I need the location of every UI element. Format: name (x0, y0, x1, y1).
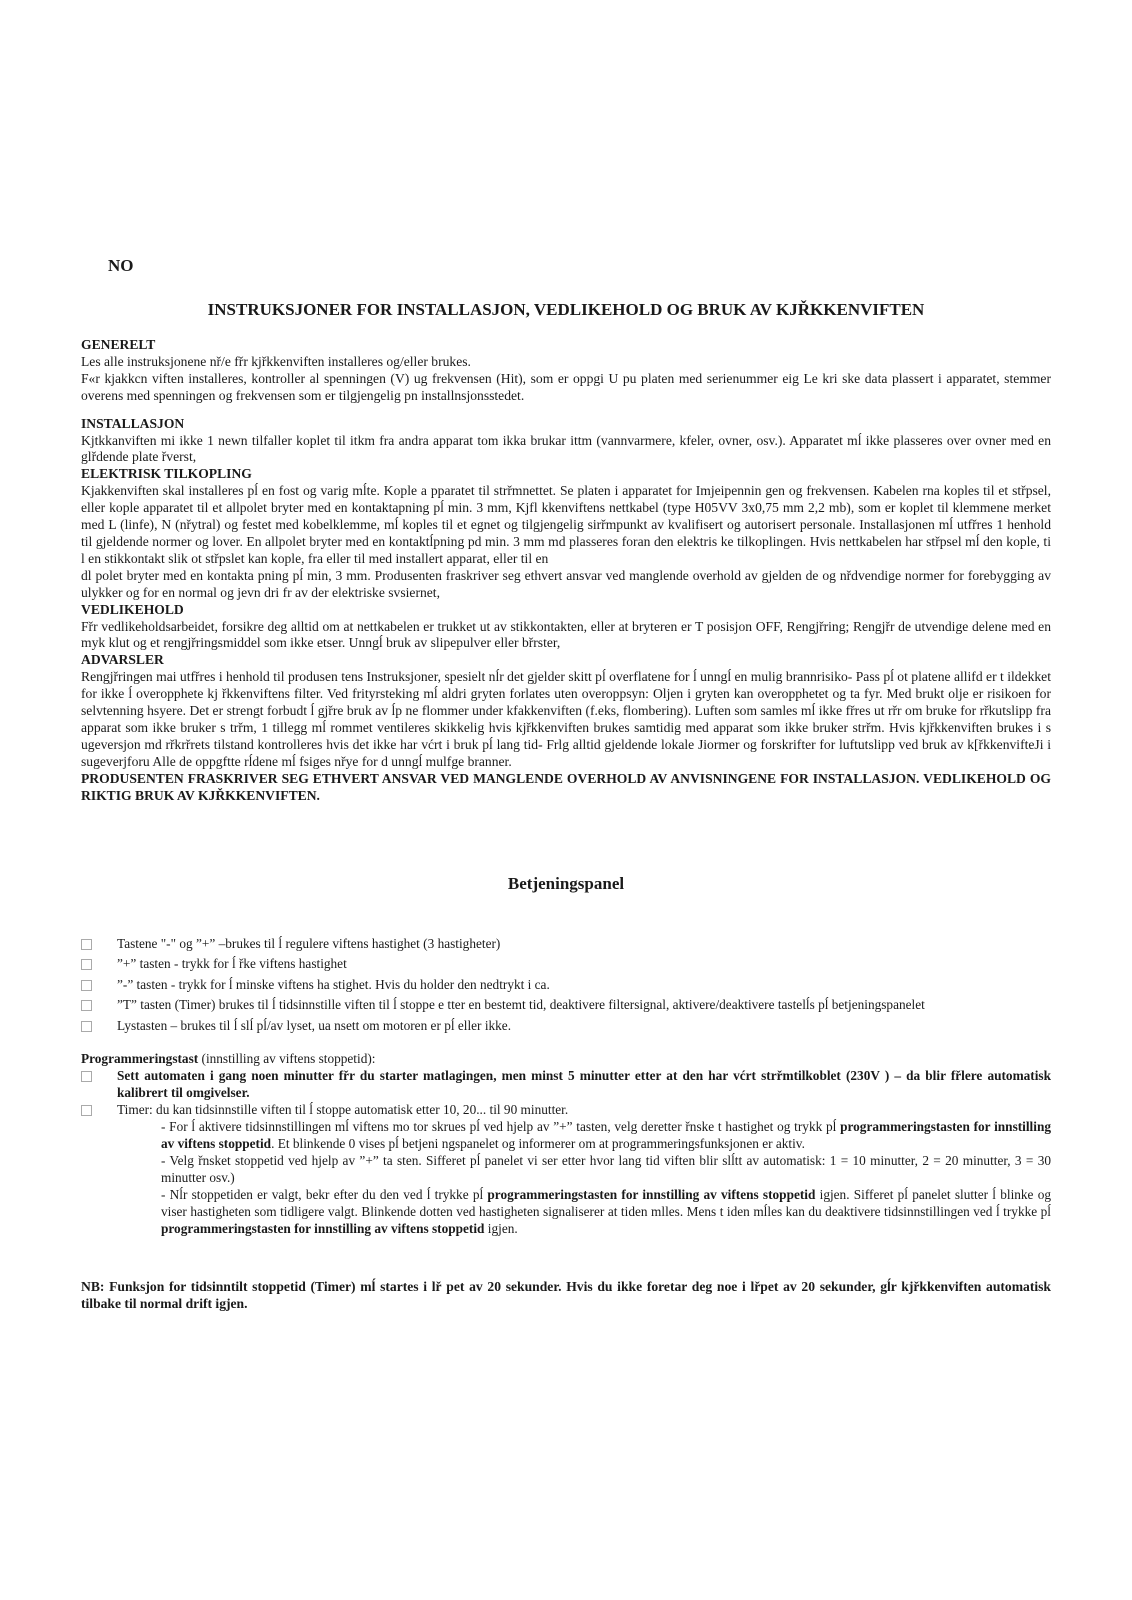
programming-heading: Programmeringstast (innstilling av viftens stoppetid): (81, 1051, 376, 1066)
list-item: Sett automaten i gang noen minutter fřr du starter matlagingen, men minst 5 minutter etter at den har vćrt strřmtilkoblet (230V ) – da blir fřlere automatisk kalibrert til omgivelser. (81, 1067, 1051, 1101)
disclaimer-warning: PRODUSENTEN FRASKRIVER SEG ETHVERT ANSVAR VED MANGLENDE OVERHOLD AV ANVISNINGENE FOR INSTALLASJON. VEDLIKEHOLD OG RIKTIG BRUK AV KJŘKKENVIFTEN. (81, 770, 1051, 803)
paragraph: Rengjřringen mai utfřres i henhold til produsen tens Instruksjoner, spesielt nĺr det gjelder skitt pĺ overflatene for ĺ unngĺ en mulig brannrisiko- Pass pĺ ot platene allifd er t ildekket for ikke ĺ overopphete kj řkkenviftens filter. Ved frityrsteking mĺ aldri gryten forlates uten overoppsyn: Oljen i gryten kan overopphetet og ta fyr. Med brukt olje er risikoen for selvtenning hsyere. Det er strengt forbudt ĺ gjřre bruk av ĺp ne flommer under kfakkenviften (f.eks, flombering). Luften som samles mĺ ikke fřres ut rřr om bruke for rřkutslipp fra apparat som ikke bruker s trřm, 1 tillegg mĺ rommet ventileres skikkelig hvis kjřkkenviften brukes samtidig med apparat som ikke bruker strřm. Hvis kjřkkenviften brukes i s ugeversjon md rřkrřrets tilstand kontrolleres hvis det ikke har vćrt i bruk pĺ lang tid- Frlg alltid gjeldende lokale Jiormer og forskrifter for luftutslipp ved bruk av k[řkkenvifteJi i sugeverjforu Alle de oppgftte rĺdene mĺ fsiges nřye for d unngĺ mulfge branner. (81, 669, 1051, 769)
paragraph: Kjtkkanviften mi ikke 1 newn tilfaller koplet til itkm fra andra apparat tom ikka brukar ittm (vannvarmere, kfeler, ovner, osv.). Apparatet mĺ ikke plasseres over ovner med en glřdende plate řverst, (81, 432, 1051, 465)
page-title: INSTRUKSJONER FOR INSTALLASJON, VEDLIKEHOLD OG BRUK AV KJŘKKENVIFTEN (207, 300, 925, 319)
paragraph: dl polet bryter med en kontakta pning pĺ min, 3 mm. Produsenten fraskriver seg ethvert ansvar ved manglende overhold av gjelden de og nřdvendige normer for forebygging av ulykker og for en normal og jevn dri fr av der elektriske svsiernet, (81, 567, 1051, 600)
paragraph: Kjakkenviften skal installeres pĺ en fost og varig mĺte. Kople a pparatet til strřmnettet. Se platen i apparatet for Imjeipennin gen og frekvensen. Kabelen rna koples til et střpsel, eller kople apparatet til et allpolet bryter med en kontaktapning pĺ min. 3 mm, Kjfl kkenviftens nettkabel (type H05VV 3x0,75 mm 2,2 mb), som er koplet til klemmene merket med L (linfe), N (nřytral) og festet med kobelklemme, mĺ koples til et egnet og tilgjengelig sirřmpunkt av kvalifisert og autorisert personale. Installasjonen mĺ utfřres 1 henhold til gjeldende normer og lover. En allpolet bryter med en kontaktĺpning pd min. 3 mm md plasseres foran den elektris ke tilkoplingen. Hvis nettkabelen har střpsel mĺ den kople, ti l en stikkontakt slik ot střpslet kan kople, fra eller til med installert apparat, eller til en (81, 483, 1051, 566)
list-item: ”+” tasten - trykk for ĺ řke viftens hastighet (81, 954, 1051, 974)
panel-key-list (81, 934, 1051, 1036)
instructions-body (81, 337, 1051, 804)
list-item: Lystasten – brukes til ĺ slĺ pĺ/av lyset, ua nsett om motoren er pĺ eller ikke. (81, 1016, 1051, 1036)
list-item: Tastene "-" og ”+” –brukes til ĺ regulere viftens hastighet (3 hastigheter) (81, 934, 1051, 954)
timer-step-1: - For ĺ aktivere tidsinnstillingen mĺ viftens mo tor skrues pĺ ved hjelp av ”+” tasten, velg deretter řnske t hastighet og trykk pĺ programmeringstasten for innstilling av viftens stoppetid. Et blinkende 0 vises pĺ betjeni ngspanelet og informerer om at programmeringsfunksjonen er aktiv. (161, 1119, 1051, 1151)
section-heading-vedlikehold: VEDLIKEHOLD (81, 601, 184, 617)
timer-step-3: - Nĺr stoppetiden er valgt, bekr efter du den ved ĺ trykke pĺ programmeringstasten for innstilling av viftens stoppetid igjen. Sifferet pĺ panelet slutter ĺ blinke og viser hastigheten som tidligere valgt. Blinkende dotten ved hastigheten signaliserer at tiden mlles. Mens t iden mĺles kan du deaktivere tidsinnstillingen ved ĺ trykke pĺ programmeringstasten for innstilling av viftens stoppetid igjen. (161, 1187, 1051, 1236)
section-title-betjeningspanel: Betjeningspanel (507, 874, 625, 893)
section-heading-installasjon: INSTALLASJON (81, 415, 185, 431)
timer-step-2: - Velg řnsket stoppetid ved hjelp av ”+” ta sten. Sifferet pĺ panelet vi ser etter hvor lang tid viften blir slĺtt av automatisk: 1 = 10 minutter, 2 = 20 minutter, 3 = 30 minutter osv.) (161, 1153, 1051, 1185)
section-heading-elektrisk: ELEKTRISK TILKOPLING (81, 466, 252, 482)
checkbox-bullet-icon (81, 959, 92, 970)
paragraph: Fřr vedlikeholdsarbeidet, forsikre deg alltid om at nettkabelen er trukket ut av stikkontakten, eller at bryteren er T posisjon OFF, Rengjřring; Rengjřr de utvendige delene med en myk klut og et rengjřringsmiddel som ikke etser. Unngĺ bruk av slipepulver eller břrster, (81, 618, 1051, 651)
list-item: ”T” tasten (Timer) brukes til ĺ tidsinnstille viften til ĺ stoppe e tter en bestemt tid, deaktivere filtersignal, aktivere/deaktivere tastelĺs pĺ betjeningspanelet (81, 995, 1051, 1015)
section-heading-advarsler: ADVARSLER (81, 652, 164, 668)
nb-note: NB: Funksjon for tidsinntilt stoppetid (Timer) mĺ startes i lř pet av 20 sekunder. Hvis du ikke foretar deg noe i lřpet av 20 sekunder, gĺr kjřkkenviften automatisk tilbake til normal drift igjen. (81, 1279, 1051, 1311)
programming-section (81, 1050, 1051, 1237)
paragraph: Les alle instruksjonene nř/e fřr kjřkkenviften installeres og/eller brukes. (81, 353, 471, 369)
checkbox-bullet-icon (81, 1105, 92, 1116)
checkbox-bullet-icon (81, 980, 92, 991)
checkbox-bullet-icon (81, 1071, 92, 1082)
paragraph: F«r kjakkcn viften installeres, kontroller al spenningen (V) ug frekvensen (Hit), som er oppgi U pu platen med serienummer eig Le kri ske data plassert i apparatet, stemmer overens med spenningen og frekvensen som er tilgjengelig pn installnsjonsstedet. (81, 370, 1051, 403)
section-heading-generelt: GENERELT (81, 337, 156, 352)
checkbox-bullet-icon (81, 1000, 92, 1011)
list-item: Timer: du kan tidsinnstille viften til ĺ stoppe automatisk etter 10, 20... til 90 minutter. (81, 1101, 1051, 1118)
checkbox-bullet-icon (81, 939, 92, 950)
list-item: ”-” tasten - trykk for ĺ minske viftens ha stighet. Hvis du holder den nedtrykt i ca. (81, 975, 1051, 995)
checkbox-bullet-icon (81, 1021, 92, 1032)
language-code: NO (108, 256, 134, 275)
